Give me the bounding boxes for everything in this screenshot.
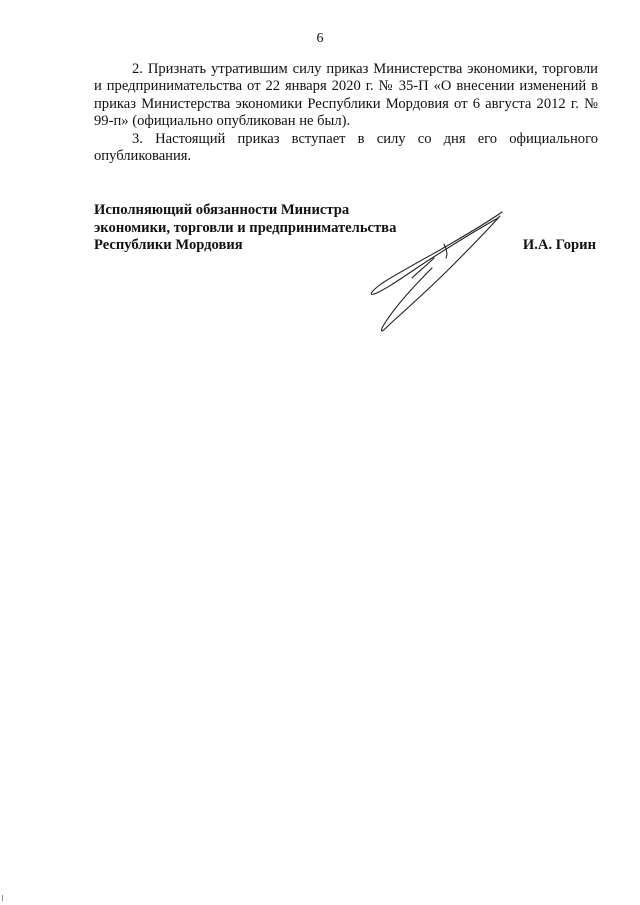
signatory-position xyxy=(94,202,396,255)
paragraph-3: 3. Настоящий приказ вступает в силу со дня его официального опубликования. xyxy=(94,130,598,165)
paragraph-2: 2. Признать утратившим силу приказ Министерства экономики, торговли и предпринимательства от 22 января 2020 г. № 35-П «О внесении изменений в приказ Министерства экономики Республики Мордовия от 6 августа 2012 г. № 99-п» (официально опубликован не был). xyxy=(94,61,598,130)
signatory-position-line: экономики, торговли и предпринимательства xyxy=(94,219,397,236)
handwritten-signature xyxy=(362,206,512,338)
signer-name: И.А. Горин xyxy=(522,237,596,253)
page-number: 6 xyxy=(316,31,324,46)
signatory-position-line: Исполняющий обязанности Министра xyxy=(94,202,350,218)
signatory-position-line: Республики Мордовия xyxy=(94,237,243,254)
scan-artifact xyxy=(2,895,3,901)
document-body xyxy=(94,61,598,165)
